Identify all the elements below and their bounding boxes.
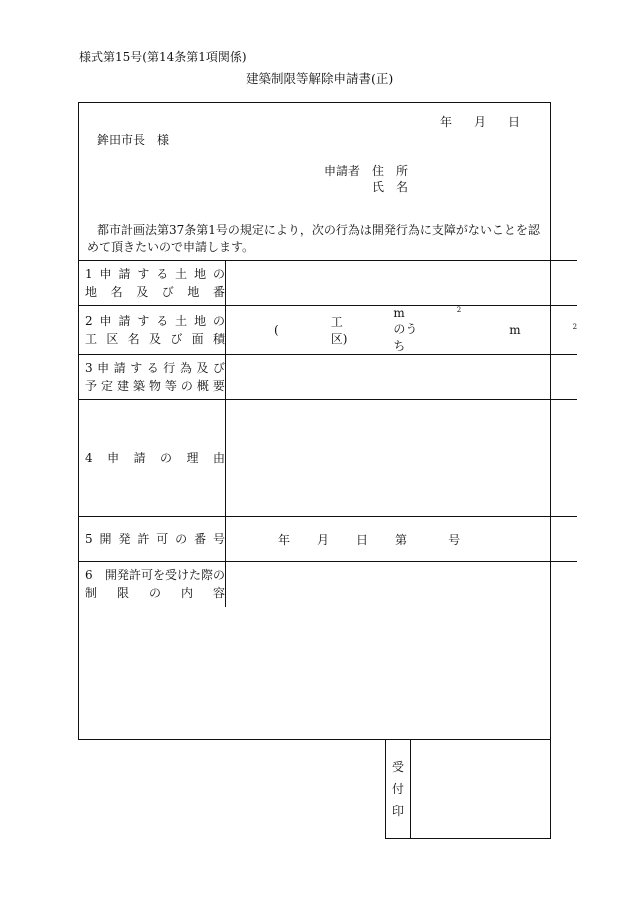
label-char: 請 [118,313,131,328]
label-char: す [137,266,150,281]
label-char: 面 [191,331,204,346]
label-char: の [212,313,225,328]
label-char: 内 [180,585,193,600]
label-char: 2 [85,313,93,328]
label-char: 3 [85,360,93,375]
reception-stamp-label [386,740,411,838]
label-char: 及 [196,360,209,375]
ward-label: 工区) [330,315,348,346]
document-title: 建築制限等解除申請書(正) [246,71,394,86]
label-char: 番 [212,284,225,299]
row-label-reason [78,400,226,517]
row-label-building-outline [78,355,226,400]
label-char: 行 [163,360,176,375]
label-char: 開発許可を受けた際の [104,567,225,582]
label-line [85,531,225,548]
stamp-char: 付 [391,782,404,796]
row-label-land-location [78,261,226,306]
label-char: る [156,313,169,328]
permit-day: 日 [356,532,369,547]
label-char: び [212,360,225,375]
label-char: 予 [85,378,98,393]
table-row [78,261,577,306]
applicant-name-label: 氏 名 [372,180,409,194]
label-line [85,567,225,584]
label-char: 5 [85,531,93,546]
label-char: 限 [116,585,129,600]
label-char: す [130,360,143,375]
land-location-field[interactable] [226,261,578,306]
label-char: 積 [212,331,225,346]
label-char: 地 [194,266,207,281]
building-outline-field[interactable] [226,355,578,400]
table-row [78,562,577,607]
label-char: 地 [194,313,207,328]
label-char: 6 [85,567,93,582]
label-char: 定 [100,378,113,393]
label-line [85,284,225,301]
label-char: 地 [187,284,200,299]
label-char: 開 [99,531,112,546]
label-char: 及 [136,284,149,299]
label-char: 号 [212,531,225,546]
date-line [440,113,542,130]
restrictions-field[interactable] [226,562,578,607]
date-month: 月 [474,115,487,129]
label-char: 番 [194,531,207,546]
label-line [85,266,225,283]
label-char: る [146,360,159,375]
area-of: m $^2$のうち [393,306,462,353]
table-row [78,400,577,517]
label-char: 4 [85,450,93,465]
stamp-char: 受 [391,760,404,774]
label-char: 請 [133,450,146,465]
label-line [85,378,225,395]
label-line [85,313,225,330]
label-char: る [156,266,169,281]
label-char: 物 [148,378,161,393]
label-char: 発 [118,531,131,546]
label-char: 名 [127,331,140,346]
label-char: 区 [106,331,119,346]
label-char: 築 [132,378,145,393]
label-char: び [161,284,174,299]
reason-field[interactable] [226,400,578,517]
intro-text: 都市計画法第37条第1号の規定により，次の行為は開発行為に支障がないことを認めて頂きたいので申請します。 [87,223,540,254]
label-char: 請 [118,266,131,281]
label-char: 等 [164,378,177,393]
permit-number-field[interactable] [226,517,578,562]
label-char: 工 [85,331,98,346]
date-year: 年 [440,115,453,129]
label-char: の [212,266,225,281]
label-char: 申 [107,450,120,465]
label-char: 1 [85,266,93,281]
label-line [85,360,225,377]
label-char: 土 [175,313,188,328]
label-char: す [137,313,150,328]
label-char: 概 [196,378,209,393]
label-line [85,331,225,348]
label-char: 名 [110,284,123,299]
label-char: 建 [116,378,129,393]
table-row [78,306,577,355]
label-char: 制 [85,585,98,600]
permit-month: 月 [317,532,330,547]
label-char: 由 [212,450,225,465]
label-char: の [148,585,161,600]
label-char: の [160,450,173,465]
ward-area-field[interactable] [226,306,578,355]
row-label-ward-area [78,306,226,355]
open-paren: ( [274,323,279,337]
label-char: び [170,331,183,346]
stamp-char: 印 [391,804,404,818]
application-table [78,260,577,607]
label-char: 申 [97,360,110,375]
label-char: 地 [85,284,98,299]
label-char: 申 [99,313,112,328]
label-char: の [180,378,193,393]
row-label-permit-number [78,517,226,562]
permit-go: 号 [448,532,461,547]
date-day: 日 [508,115,521,129]
area-unit: m $^2$ [509,323,578,337]
row-label-restrictions [78,562,226,607]
label-line [85,585,225,602]
label-char: 請 [113,360,126,375]
label-char: 許 [137,531,150,546]
form-number: 様式第15号(第14条第1項関係) [79,50,247,64]
label-char: 理 [186,450,199,465]
label-char: 及 [148,331,161,346]
permit-year: 年 [278,532,291,547]
label-char: 為 [179,360,192,375]
label-char: 土 [175,266,188,281]
label-char: 可 [156,531,169,546]
label-char: の [175,531,188,546]
table-row [78,517,577,562]
label-char: 容 [212,585,225,600]
label-char: 申 [99,266,112,281]
addressee: 鉾田市長 様 [97,133,170,147]
reception-stamp-box [385,740,551,839]
label-char: 要 [212,378,225,393]
table-row [78,355,577,400]
permit-dai: 第 [395,532,408,547]
applicant-address-label: 申請者 住 所 [324,164,409,178]
label-line [85,450,225,467]
